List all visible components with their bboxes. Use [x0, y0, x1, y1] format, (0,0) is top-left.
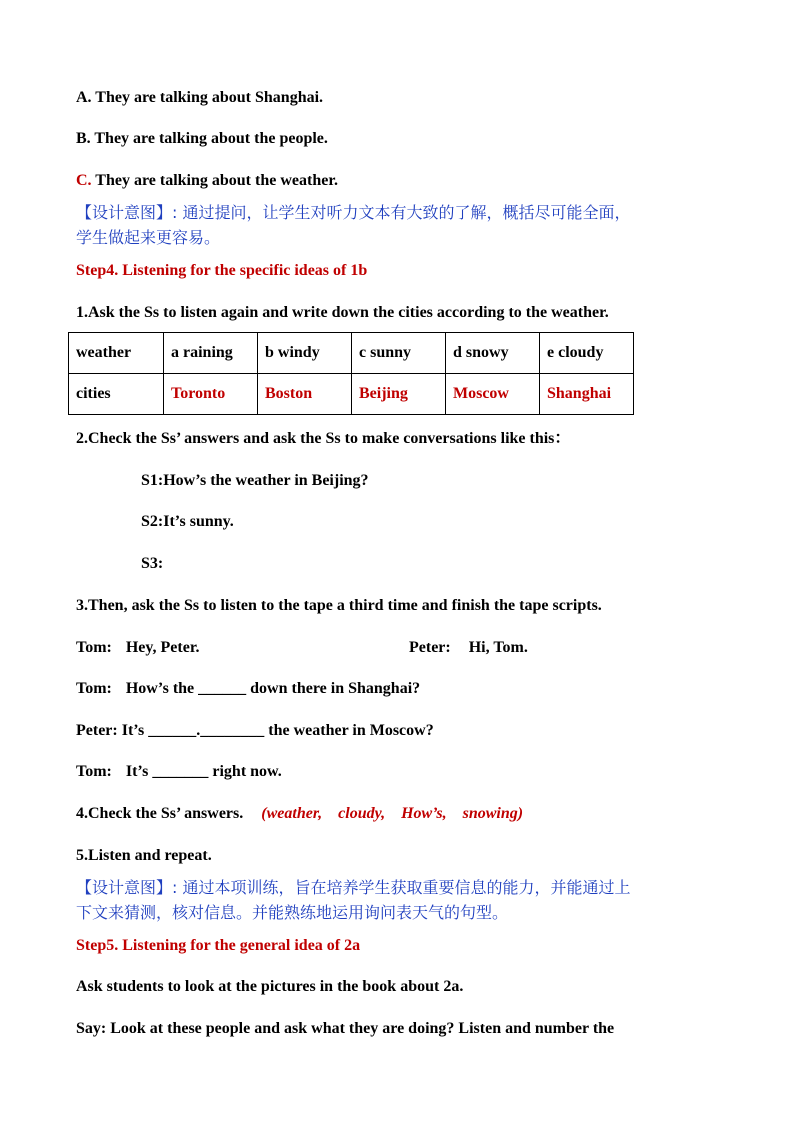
- table-cell: cities: [69, 374, 164, 415]
- conversation-s3: S3:: [141, 555, 164, 572]
- option-text: They are talking about the weather.: [91, 172, 338, 189]
- script-text: down there in Shanghai?: [250, 680, 421, 697]
- design-intent-1-cont: [76, 228, 220, 248]
- table-cell: a raining: [164, 333, 258, 374]
- city-cell: Shanghai: [540, 374, 634, 415]
- script-text: right now.: [212, 763, 282, 780]
- fill-blank: ______: [198, 680, 247, 697]
- script-line-2: [76, 679, 420, 699]
- script-line-1: [76, 638, 199, 658]
- script-text: .: [196, 722, 201, 739]
- answer: How’s,: [401, 805, 447, 822]
- instruction-text: 4.Check the Ss’ answers.: [76, 805, 244, 822]
- table-row: [69, 374, 634, 415]
- script-line-3: [76, 721, 434, 741]
- speaker: Peter:: [76, 722, 118, 739]
- speaker: Tom:: [76, 639, 112, 656]
- fill-blank: ______: [148, 722, 197, 739]
- design-intent-1: [76, 203, 631, 223]
- table-cell: d snowy: [446, 333, 540, 374]
- option-b: [76, 129, 328, 149]
- conversation-s2: S2:It’s sunny.: [141, 513, 234, 530]
- fill-blank: _______: [152, 763, 209, 780]
- design-intent-text: 下文来猜测，核对信息。并能熟练地运用询问表天气的句型。: [76, 903, 509, 922]
- script-text: It’s: [121, 722, 145, 739]
- script-line-4: [76, 762, 282, 782]
- city-cell: Toronto: [164, 374, 258, 415]
- script-text: It’s: [125, 763, 149, 780]
- option-text: They are talking about Shanghai.: [91, 89, 324, 106]
- table-cell: b windy: [258, 333, 352, 374]
- design-intent-text: : 通过提问，让学生对听力文本有大致的了解，概括尽可能全面，: [172, 203, 631, 222]
- option-letter: C.: [76, 172, 92, 189]
- table-cell: e cloudy: [540, 333, 634, 374]
- design-intent-label: 【设计意图】: [76, 203, 173, 222]
- design-intent-2: [76, 878, 631, 898]
- design-intent-2-cont: [76, 903, 508, 923]
- answer: cloudy,: [338, 805, 386, 822]
- fill-blank: ________: [200, 722, 265, 739]
- design-intent-label: 【设计意图】: [76, 878, 173, 897]
- option-a: [76, 88, 323, 108]
- design-intent-text: : 通过本项训练，旨在培养学生获取重要信息的能力，并能通过上: [172, 878, 631, 897]
- city-cell: Boston: [258, 374, 352, 415]
- instruction-4: [76, 804, 523, 824]
- step4-heading: Step4. Listening for the specific ideas of 1b: [76, 262, 368, 279]
- table-cell: weather: [69, 333, 164, 374]
- table-row: [69, 333, 634, 374]
- script-text: How’s the: [125, 680, 195, 697]
- conversation-s1: S1:How’s the weather in Beijing?: [141, 472, 369, 489]
- weather-table: [68, 332, 634, 415]
- script-line-1b: [409, 638, 528, 658]
- speaker: Tom:: [76, 763, 112, 780]
- option-letter: B.: [76, 130, 91, 147]
- option-text: They are talking about the people.: [90, 130, 328, 147]
- speaker: Peter:: [409, 639, 451, 656]
- instruction-1: 1.Ask the Ss to listen again and write down the cities according to the weather.: [76, 304, 609, 321]
- design-intent-text: 学生做起来更容易。: [76, 228, 221, 247]
- option-c: [76, 171, 338, 191]
- speaker: Tom:: [76, 680, 112, 697]
- instruction-3: 3.Then, ask the Ss to listen to the tape a third time and finish the tape scripts.: [76, 597, 602, 614]
- table-cell: c sunny: [352, 333, 446, 374]
- instruction-5: 5.Listen and repeat.: [76, 847, 212, 864]
- script-text: Hey, Peter.: [125, 639, 200, 656]
- answer: snowing): [462, 805, 524, 822]
- step5-heading: Step5. Listening for the general idea of 2a: [76, 937, 361, 954]
- option-letter: A.: [76, 89, 92, 106]
- script-text: the weather in Moscow?: [268, 722, 434, 739]
- script-text: Hi, Tom.: [468, 639, 528, 656]
- city-cell: Beijing: [352, 374, 446, 415]
- paragraph-2: Say: Look at these people and ask what they are doing? Listen and number the: [76, 1020, 615, 1037]
- city-cell: Moscow: [446, 374, 540, 415]
- instruction-2: 2.Check the Ss’ answers and ask the Ss to make conversations like this：: [76, 430, 571, 447]
- paragraph-1: Ask students to look at the pictures in the book about 2a.: [76, 978, 464, 995]
- answer: (weather,: [261, 805, 323, 822]
